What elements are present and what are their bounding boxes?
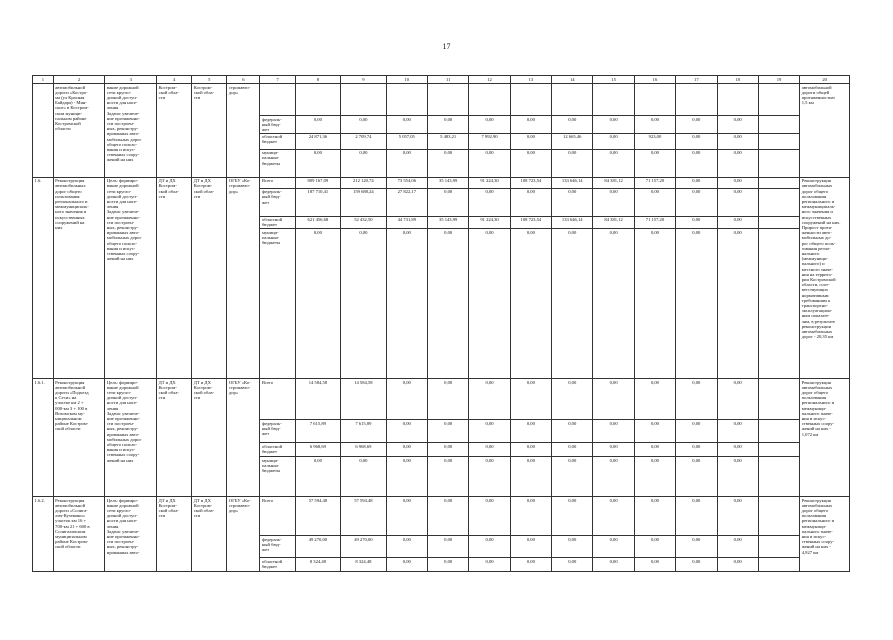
item-goal: вание дорожной сети кругло- дичной доступ- ности для насе- ления Задача: увеличе- ние протяженно- сти построен- ных, реконстру- ированных авто- мобильных дорог общего пользо- вания и искус- ственных соору- жений на них: [105, 84, 157, 178]
value-cell: 71 157,20: [634, 216, 675, 228]
item-goal: Цель: формиро- вание дорожной сети кругло- дичной доступ- ности для насе- ления Задача: увеличе- ние протяженно- сти построен- ных, реконстру- ированных авто- мобильных дорог общего пользо- вания и искус- ственных соору- жений на них: [105, 379, 157, 497]
value-cell: 0,00: [510, 457, 551, 497]
value-cell: 0,00: [552, 229, 593, 379]
value-cell: 0,00: [510, 558, 551, 572]
page-number: 17: [442, 42, 451, 51]
value-cell: 0,00: [386, 558, 427, 572]
value-cell: 12 665,46: [552, 133, 593, 149]
value-cell: 0,00: [510, 229, 551, 379]
value-cell: 0,00: [634, 497, 675, 536]
item-executor: ДТ и ДХ Костром- ской обла- сти: [192, 177, 227, 378]
value-cell: 0,00: [676, 229, 717, 379]
value-cell: 0,00: [510, 536, 551, 558]
item-customer: ДТ и ДХ Костром- ской обла- сти: [157, 177, 192, 378]
header-cell: 11: [427, 76, 468, 84]
value-cell: 0,00: [510, 133, 551, 149]
header-cell: 10: [386, 76, 427, 84]
value-cell: 7 615,89: [295, 420, 341, 443]
value-cell: [758, 443, 799, 457]
value-cell: 133 646,14: [552, 216, 593, 228]
value-cell: 923,00: [634, 133, 675, 149]
value-cell: 0,00: [634, 457, 675, 497]
value-cell: 0,00: [593, 149, 634, 177]
item-number: 1.6.2.: [33, 497, 54, 572]
value-cell: 35 143,99: [427, 216, 468, 228]
value-cell: 0,00: [717, 229, 758, 379]
value-cell: 0,00: [427, 149, 468, 177]
value-cell: [427, 84, 468, 116]
item-executor: ДТ и ДХ Костром- ской обла- сти: [192, 497, 227, 572]
value-cell: 0,00: [510, 149, 551, 177]
value-cell: 49 270,00: [295, 536, 341, 558]
value-cell: 187 710,41: [295, 188, 341, 216]
value-cell: 0,00: [717, 177, 758, 188]
source-cell: муници- пальные бюджеты: [260, 457, 295, 497]
value-cell: 0,00: [552, 116, 593, 134]
value-cell: 49 270,00: [341, 536, 387, 558]
header-cell: 20: [800, 76, 850, 84]
item-result: Реконструкция автомобильных дорог общего пользования регионального и межмуници- пального значе- ния и искус- ственных соору- жений на них - 1,072 км: [800, 379, 850, 497]
value-cell: 0,00: [593, 457, 634, 497]
source-cell: областной бюджет: [260, 133, 295, 149]
value-cell: 0,00: [676, 188, 717, 216]
value-cell: 0,00: [634, 536, 675, 558]
value-cell: 0,00: [634, 420, 675, 443]
value-cell: 621 456,68: [295, 216, 341, 228]
value-cell: [758, 116, 799, 134]
value-cell: 0,00: [717, 497, 758, 536]
item-contractor: стромавто- дор»: [227, 84, 260, 178]
value-cell: 8 324,48: [341, 558, 387, 572]
item-name: Реконструкция автомобильной дороги «Солига- лич-Куземино» участок км 16 + 700-км 21 + 600 в Солигаличском муниципальном районе Костром- ской области: [53, 497, 105, 572]
value-cell: 0,00: [552, 536, 593, 558]
header-cell: 14: [552, 76, 593, 84]
value-cell: 0,00: [634, 443, 675, 457]
value-cell: 108 723,54: [510, 177, 551, 188]
source-cell: муници- пальные бюджеты: [260, 149, 295, 177]
value-cell: [758, 229, 799, 379]
value-cell: 0,00: [552, 443, 593, 457]
value-cell: 24 871,36: [295, 133, 341, 149]
header-cell: 3: [105, 76, 157, 84]
value-cell: 5 057,05: [386, 133, 427, 149]
header-cell: 13: [510, 76, 551, 84]
value-cell: 0,00: [552, 420, 593, 443]
value-cell: 0,00: [427, 558, 468, 572]
value-cell: 0,00: [717, 457, 758, 497]
item-customer: Костром- ской обла- сти: [157, 84, 192, 178]
value-cell: [717, 84, 758, 116]
value-cell: 0,00: [469, 188, 510, 216]
value-cell: [758, 133, 799, 149]
header-cell: 19: [758, 76, 799, 84]
value-cell: 0,00: [717, 216, 758, 228]
value-cell: 0,00: [717, 443, 758, 457]
value-cell: 57 594,48: [295, 497, 341, 536]
value-cell: 57 594,48: [341, 497, 387, 536]
value-cell: 0,00: [469, 497, 510, 536]
value-cell: 809 167,09: [295, 177, 341, 188]
value-cell: [552, 84, 593, 116]
value-cell: 14 584,58: [341, 379, 387, 420]
value-cell: 52 432,50: [341, 216, 387, 228]
value-cell: 0,00: [469, 420, 510, 443]
source-cell: областной бюджет: [260, 216, 295, 228]
table-row: [33, 379, 850, 420]
value-cell: 0,00: [634, 149, 675, 177]
value-cell: 0,00: [341, 457, 387, 497]
header-cell: 16: [634, 76, 675, 84]
table-row: [33, 497, 850, 536]
value-cell: 0,00: [469, 536, 510, 558]
value-cell: 5 483,21: [427, 133, 468, 149]
item-customer: ДТ и ДХ Костром- ской обла- сти: [157, 497, 192, 572]
value-cell: 0,00: [386, 497, 427, 536]
value-cell: 0,00: [593, 188, 634, 216]
value-cell: 0,00: [386, 457, 427, 497]
value-cell: [758, 536, 799, 558]
header-cell: 18: [717, 76, 758, 84]
table-row: [33, 177, 850, 188]
header-cell: 17: [676, 76, 717, 84]
source-cell: федераль- ный бюд- жет: [260, 536, 295, 558]
value-cell: 0,00: [634, 379, 675, 420]
value-cell: 0,00: [427, 443, 468, 457]
value-cell: 0,00: [676, 558, 717, 572]
value-cell: 0,00: [427, 379, 468, 420]
header-cell: 9: [341, 76, 387, 84]
value-cell: 0,00: [717, 379, 758, 420]
value-cell: 0,00: [593, 536, 634, 558]
value-cell: 0,00: [510, 497, 551, 536]
value-cell: 84 381,12: [593, 216, 634, 228]
header-cell: 4: [157, 76, 192, 84]
value-cell: 0,00: [593, 379, 634, 420]
value-cell: 8 324,48: [295, 558, 341, 572]
value-cell: 0,00: [469, 443, 510, 457]
value-cell: [758, 84, 799, 116]
value-cell: 73 554,06: [386, 177, 427, 188]
value-cell: [469, 84, 510, 116]
value-cell: 0,00: [469, 149, 510, 177]
value-cell: 0,00: [341, 149, 387, 177]
value-cell: 212 120,74: [341, 177, 387, 188]
value-cell: 159 688,24: [341, 188, 387, 216]
value-cell: 6 968,69: [295, 443, 341, 457]
value-cell: 0,00: [717, 558, 758, 572]
source-cell: Всего: [260, 379, 295, 420]
value-cell: 0,00: [676, 457, 717, 497]
source-cell: федераль- ный бюд- жет: [260, 420, 295, 443]
value-cell: 7 992,90: [469, 133, 510, 149]
table-row: [33, 84, 850, 116]
item-name: Реконструкция автомобильных дорог общего пользования регионального и межмуниципаль- ного значения и искусственных сооружений на них: [53, 177, 105, 378]
value-cell: 44 731,89: [386, 216, 427, 228]
item-goal: Цель: формиро- вание дорожной сети кругло- дичной доступ- ности для насе- ления Задача: увеличе- ние протяженно- сти построен- ных, реконстру- ированных авто-: [105, 497, 157, 572]
value-cell: [758, 457, 799, 497]
value-cell: 0,00: [593, 420, 634, 443]
value-cell: 0,00: [552, 558, 593, 572]
value-cell: 6 968,69: [341, 443, 387, 457]
value-cell: 91 224,30: [469, 177, 510, 188]
source-cell: областной бюджет: [260, 443, 295, 457]
value-cell: 0,00: [386, 229, 427, 379]
value-cell: 0,00: [469, 229, 510, 379]
source-cell: областной бюджет: [260, 558, 295, 572]
value-cell: 0,00: [593, 116, 634, 134]
value-cell: 0,00: [676, 116, 717, 134]
value-cell: 0,00: [386, 149, 427, 177]
value-cell: 0,00: [295, 229, 341, 379]
value-cell: 0,00: [427, 457, 468, 497]
value-cell: 0,00: [676, 177, 717, 188]
value-cell: 0,00: [386, 443, 427, 457]
value-cell: 0,00: [552, 379, 593, 420]
value-cell: 0,00: [552, 457, 593, 497]
value-cell: 0,00: [295, 149, 341, 177]
source-cell: муници- пальные бюджеты: [260, 229, 295, 379]
item-name: Реконструкция автомобильной дороги «Подъезд к Сеси» на участке км 2 + 000-км 3 + 100 в Вохомском му- ниципальном районе Костром- ской области: [53, 379, 105, 497]
value-cell: [593, 84, 634, 116]
source-cell: Всего: [260, 177, 295, 188]
value-cell: [634, 84, 675, 116]
item-contractor: ОГБУ «Ко- стромавто- дор»: [227, 177, 260, 378]
item-number: 1.6.: [33, 177, 54, 378]
value-cell: 0,00: [676, 133, 717, 149]
value-cell: [510, 84, 551, 116]
item-number: 1.6.1.: [33, 379, 54, 497]
value-cell: 0,00: [427, 188, 468, 216]
value-cell: 0,00: [593, 133, 634, 149]
item-result: Реконструкция автомобильных дорог общего пользования регионального и межмуниципаль- ного значения и искусственных сооружений на них. Прирост протя- женности авто- мобильных до- рог общего поль- зования регио- нального (межмуници- пального) и местного значе- ния на террито- рии Костромской области, соот- ветствующих нормативным требованиям к транспортно- эксплуатацион- ным показате- лям, в результате реконструкции автомобильных дорог - 20,35 км: [800, 177, 850, 378]
item-result: автомобильной дороги общей протяженностью 1,5 км: [800, 84, 850, 178]
item-goal: Цель: формиро- вание дорожной сети кругло- дичной доступ- ности для насе- ления Задача: увеличе- ние протяженно- сти построен- ных, реконстру- ированных авто- мобильных дорог общего пользо- вания и искус- ственных соору- жений на них: [105, 177, 157, 378]
value-cell: 0,00: [386, 116, 427, 134]
header-cell: 2: [53, 76, 105, 84]
value-cell: 0,00: [427, 420, 468, 443]
source-cell: [260, 84, 295, 116]
value-cell: 0,00: [510, 379, 551, 420]
value-cell: [758, 149, 799, 177]
value-cell: 0,00: [676, 497, 717, 536]
item-executor: Костром- ской обла- сти: [192, 84, 227, 178]
value-cell: 0,00: [717, 536, 758, 558]
value-cell: [758, 558, 799, 572]
value-cell: 0,00: [386, 420, 427, 443]
value-cell: 0,00: [593, 497, 634, 536]
value-cell: [676, 84, 717, 116]
source-cell: федераль- ный бюд- жет: [260, 188, 295, 216]
program-table: [32, 75, 850, 572]
value-cell: 0,00: [634, 558, 675, 572]
header-cell: 5: [192, 76, 227, 84]
value-cell: 0,00: [676, 216, 717, 228]
value-cell: 0,00: [593, 229, 634, 379]
value-cell: 133 646,14: [552, 177, 593, 188]
value-cell: 0,00: [295, 457, 341, 497]
value-cell: [295, 84, 341, 116]
item-number: [33, 84, 54, 178]
value-cell: 0,00: [510, 116, 551, 134]
value-cell: 0,00: [469, 457, 510, 497]
value-cell: 0,00: [510, 420, 551, 443]
value-cell: 0,00: [510, 443, 551, 457]
value-cell: 91 224,30: [469, 216, 510, 228]
source-cell: федераль- ный бюд- жет: [260, 116, 295, 134]
value-cell: 0,00: [469, 116, 510, 134]
value-cell: [758, 497, 799, 536]
value-cell: 0,00: [427, 497, 468, 536]
value-cell: 0,00: [634, 188, 675, 216]
value-cell: 0,00: [634, 229, 675, 379]
value-cell: 0,00: [593, 443, 634, 457]
value-cell: 0,00: [427, 116, 468, 134]
value-cell: [758, 177, 799, 188]
item-name: автомобильной дороги «Костро- ма (ул Красная Байдара) - Мин- ское» в Костром- ском муници- пальном районе Костромской области: [53, 84, 105, 178]
value-cell: [758, 188, 799, 216]
value-cell: 7 615,89: [341, 420, 387, 443]
item-executor: ДТ и ДХ Костром- ской обла- сти: [192, 379, 227, 497]
value-cell: 35 143,99: [427, 177, 468, 188]
value-cell: 27 822,17: [386, 188, 427, 216]
item-result: Реконструкция автомобильных дорог общего пользования регионального и межмуници- пального значе- ния и искус- ственных соору- жений на них - 4,927 км: [800, 497, 850, 572]
header-cell: 8: [295, 76, 341, 84]
value-cell: 14 584,58: [295, 379, 341, 420]
value-cell: 0,00: [717, 420, 758, 443]
value-cell: 0,00: [552, 497, 593, 536]
item-contractor: ОГБУ «Ко- стромавто- дор»: [227, 379, 260, 497]
value-cell: 0,00: [676, 379, 717, 420]
value-cell: 0,00: [510, 188, 551, 216]
header-cell: 15: [593, 76, 634, 84]
value-cell: [386, 84, 427, 116]
value-cell: 84 381,12: [593, 177, 634, 188]
value-cell: 0,00: [552, 149, 593, 177]
value-cell: 0,00: [634, 116, 675, 134]
value-cell: 0,00: [717, 133, 758, 149]
value-cell: 0,00: [427, 229, 468, 379]
value-cell: 0,00: [427, 536, 468, 558]
value-cell: 0,00: [676, 149, 717, 177]
value-cell: 0,00: [552, 188, 593, 216]
value-cell: 0,00: [717, 149, 758, 177]
header-row: [33, 76, 850, 84]
item-contractor: ОГБУ «Ко- стромавто- дор»: [227, 497, 260, 572]
value-cell: [341, 84, 387, 116]
value-cell: 71 157,20: [634, 177, 675, 188]
value-cell: 0,00: [593, 558, 634, 572]
value-cell: 0,00: [676, 443, 717, 457]
value-cell: 0,00: [717, 188, 758, 216]
value-cell: 0,00: [469, 558, 510, 572]
value-cell: 0,00: [295, 116, 341, 134]
value-cell: [758, 379, 799, 420]
value-cell: 0,00: [341, 116, 387, 134]
value-cell: 0,00: [717, 116, 758, 134]
value-cell: 2 709,74: [341, 133, 387, 149]
item-customer: ДТ и ДХ Костром- ской обла- сти: [157, 379, 192, 497]
value-cell: [758, 216, 799, 228]
source-cell: Всего: [260, 497, 295, 536]
header-cell: 6: [227, 76, 260, 84]
value-cell: 0,00: [676, 420, 717, 443]
value-cell: 108 723,54: [510, 216, 551, 228]
value-cell: 0,00: [386, 379, 427, 420]
value-cell: [758, 420, 799, 443]
value-cell: 0,00: [676, 536, 717, 558]
value-cell: 0,00: [469, 379, 510, 420]
header-cell: 7: [260, 76, 295, 84]
header-cell: 12: [469, 76, 510, 84]
header-cell: 1: [33, 76, 54, 84]
value-cell: 0,00: [341, 229, 387, 379]
value-cell: 0,00: [386, 536, 427, 558]
